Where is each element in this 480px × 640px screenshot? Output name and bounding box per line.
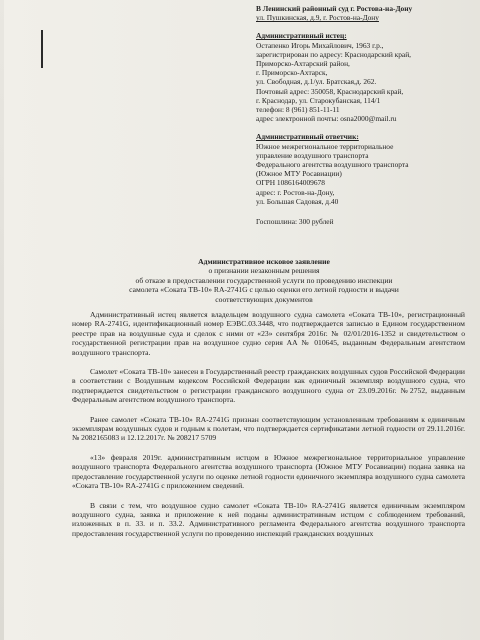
- document-title-block: [64, 257, 464, 304]
- plaintiff-line: Остапенко Игорь Михайлович, 1963 г.р.,: [256, 40, 384, 50]
- plaintiff-line: г. Краснодар, ул. Старокубанская, 114/1: [256, 95, 381, 105]
- margin-pen-mark: [41, 30, 43, 68]
- body-paragraph: «13» февраля 2019г. административным истцом в Южное межрегиональное территориальное управление воздушного транспорта Федерального агентства воздушного транспорта (Южное МТУ Росавиации) подана заявка на предоставление государственной услуги по оценке летной годности единичного экземпляра воздушного судна самолета «Соката ТВ-10» RA-2741G с приложением сведений.: [72, 452, 465, 491]
- title-line: о признании незаконным решения: [208, 266, 320, 276]
- addressee-block: [256, 4, 480, 226]
- plaintiff-line: ул. Свободная, д.1/ул. Братская,д. 262.: [256, 77, 377, 87]
- title-line: об отказе в предоставлении государственной услуги по проведению инспекции: [135, 275, 393, 285]
- title-line: соответствующих документов: [215, 294, 313, 304]
- plaintiff-heading: Административный истец:: [256, 31, 347, 41]
- body-paragraph: Административный истец является владельцем воздушного судна самолета «Соката ТВ-10», регистрационный номер RA-2741G, идентификационный номер ЕЭВС.03.3448, что подтверждается записью в Едином государственном реестре прав на воздушные суда и сделок с ними от «23» сентября 2016г. № 02/01/2016-1352 и свидетельством о государственной регистрации прав на воздушное судно серия АА № 010645, выданным Федеральным агентством воздушного транспорта.: [72, 310, 465, 357]
- body-paragraph: Ранее самолет «Соката ТВ-10» RA-2741G признан соответствующим установленным требованиям к единичным экземплярам воздушных судов и годным к полетам, что подтверждается сертификатами летной годности от 29.11.2016г. № 2082165083 и 12.12.2017г. № 208217 5709: [72, 414, 465, 443]
- defendant-line: Южное межрегиональное территориальное: [256, 141, 394, 151]
- court-name: В Ленинский районный суд г. Ростова-на-Дону: [256, 4, 413, 13]
- title-line: самолета «Соката ТВ-10» RA-2741G с целью оценки его летной годности и выдачи: [129, 285, 399, 295]
- plaintiff-line: г. Приморско-Ахтарск,: [256, 68, 328, 78]
- plaintiff-line: Приморско-Ахтарский район,: [256, 59, 350, 69]
- body-paragraph: В связи с тем, что воздушное судно самолет «Соката ТВ-10» RA-2741G является единичным экземпляром воздушного судна, заявка и приложение к ней поданы административным истцом с соблюдением требований, изложенных в п. 33. и п. 33.2. Административного регламента Федерального агентства воздушного транспорта предоставления государственной услуги по проведению инспекций гражданских воздушных: [72, 500, 465, 538]
- defendant-line: (Южное МТУ Росавиации): [256, 169, 342, 179]
- document-title: Административное исковое заявление: [198, 257, 330, 266]
- court-address: ул. Пушкинская, д.9, г. Ростов-на-Дону: [256, 13, 379, 23]
- plaintiff-line: адрес электронной почты: osna2000@mail.ru: [256, 114, 397, 124]
- defendant-line: ул. Большая Садовая, д.40: [256, 196, 339, 206]
- defendant-line: адрес: г. Ростов-на-Дону,: [256, 187, 335, 197]
- plaintiff-line: зарегистрирован по адресу: Краснодарский край,: [256, 49, 412, 59]
- defendant-heading: Административный ответчик:: [256, 132, 359, 142]
- state-fee: Госпошлина: 300 рублей: [256, 217, 334, 227]
- defendant-line: управление воздушного транспорта: [256, 150, 369, 160]
- defendant-line: Федерального агентства воздушного транспорта: [256, 160, 409, 170]
- body-paragraph: Самолет «Соката ТВ-10» занесен в Государственный реестр гражданских воздушных судов Российской Федерации в соответствии с Воздушным кодексом Российской Федерации как единичный экземпляр воздушного судна, что подтверждается свидетельством о регистрации гражданского воздушного судна от 23.09.2016г. №2752, выданным Федеральным агентством воздушного транспорта.: [72, 367, 465, 405]
- defendant-line: ОГРН 1086164009678: [256, 178, 325, 188]
- plaintiff-line: Почтовый адрес: 350058, Краснодарский край,: [256, 86, 404, 96]
- plaintiff-line: телефон: 8 (961) 851-11-11: [256, 105, 340, 115]
- document-body: [72, 310, 465, 548]
- document-sheet: [4, 0, 480, 640]
